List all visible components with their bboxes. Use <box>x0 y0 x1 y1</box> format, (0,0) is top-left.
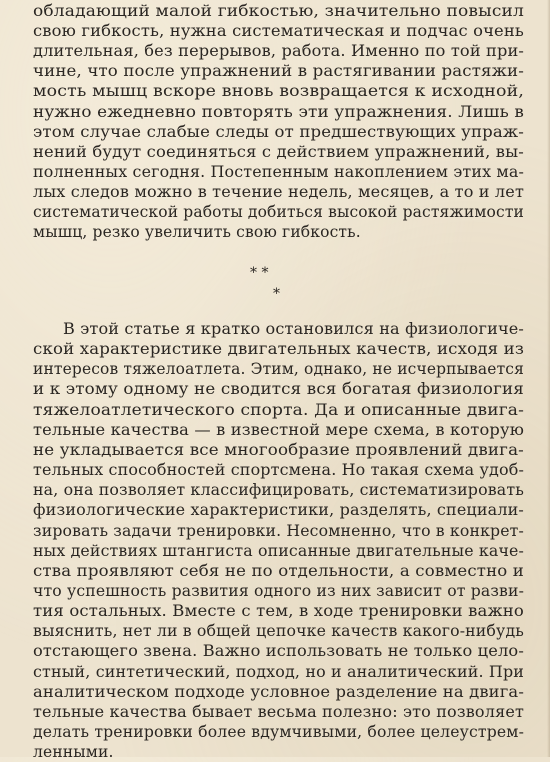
text-line: ства проявляют себя не по отдельности, а совместно и <box>33 561 524 580</box>
text-line: нений будут соединяться с действием упражнений, вы- <box>33 142 524 161</box>
text-line: нужно ежедневно повторять эти упражнения. Лишь в <box>33 102 524 121</box>
text-line: и к этому одному не сводится вся богатая физиология <box>33 380 524 399</box>
text-line: ных действиях штангиста описанные двигательные каче- <box>33 541 525 560</box>
separator-asterisk-bottom: * <box>273 286 280 302</box>
text-line: тельных способностей спортсмена. Но такая схема удоб- <box>33 461 525 480</box>
text-line: длительная, без перерывов, работа. Именно по той при- <box>33 42 525 61</box>
separator-asterisks-top: * * <box>250 265 269 281</box>
text-line: лых следов можно в течение недель, месяцев, а то и лет <box>33 182 525 201</box>
text-line: зировать задачи тренировки. Несомненно, что в конкрет- <box>33 521 524 540</box>
text-line: стный, синтетический, подход, но и аналитический. При <box>33 662 525 681</box>
text-line: отстающего звена. Важно использовать не только цело- <box>33 642 524 661</box>
text-line: что успешность развития одного из них зависит от разви- <box>33 581 525 600</box>
text-line: свою гибкость, нужна систематическая и подчас очень <box>33 22 524 41</box>
text-line: мость мышц вскоре вновь возвращается к исходной, <box>33 82 525 101</box>
text-line: систематической работы добиться высокой растяжимости <box>33 203 525 221</box>
text-line: ской характеристике двигательных качеств, исходя из <box>33 340 525 359</box>
text-line: тяжелоатлетического спорта. Да и описанные двига- <box>33 400 524 419</box>
text-line: не укладывается все многообразие проявлений двига- <box>33 440 524 459</box>
text-line: физиологические характеристики, разделять, специали- <box>33 501 524 520</box>
text-line: полненных сегодня. Постепенным накоплением этих ма- <box>33 162 525 181</box>
text-line: ленными. <box>33 743 114 762</box>
text-line: тельные качества — в известной мере схема, в которую <box>33 420 525 439</box>
text-line: В этой статье я кратко остановился на физиологиче- <box>63 320 524 338</box>
text-line: аналитическом подходе условное разделение на двига- <box>33 682 525 701</box>
text-line: делать тренировки более вдумчивыми, более целеустрем- <box>33 723 525 741</box>
text-line: этом случае слабые следы от предшествующих упраж- <box>33 122 525 141</box>
text-line: интересов тяжелоатлета. Этим, однако, не исчерпывается <box>33 360 524 379</box>
text-line: тия остальных. Вместе с тем, в ходе тренировки важно <box>33 602 524 621</box>
text-line: тельные качества бывает весьма полезно: это позволяет <box>33 702 525 721</box>
text-line: выяснить, нет ли в общей цепочке качеств какого-нибудь <box>33 622 524 641</box>
text-line: обладающий малой гибкостью, значительно повысил <box>33 2 525 20</box>
text-line: на, она позволяет классифицировать, систематизировать <box>33 481 525 500</box>
text-line: чине, что после упражнений в растягивании растяжи- <box>33 62 525 81</box>
text-line: мышц, резко увеличить свою гибкость. <box>33 223 361 242</box>
